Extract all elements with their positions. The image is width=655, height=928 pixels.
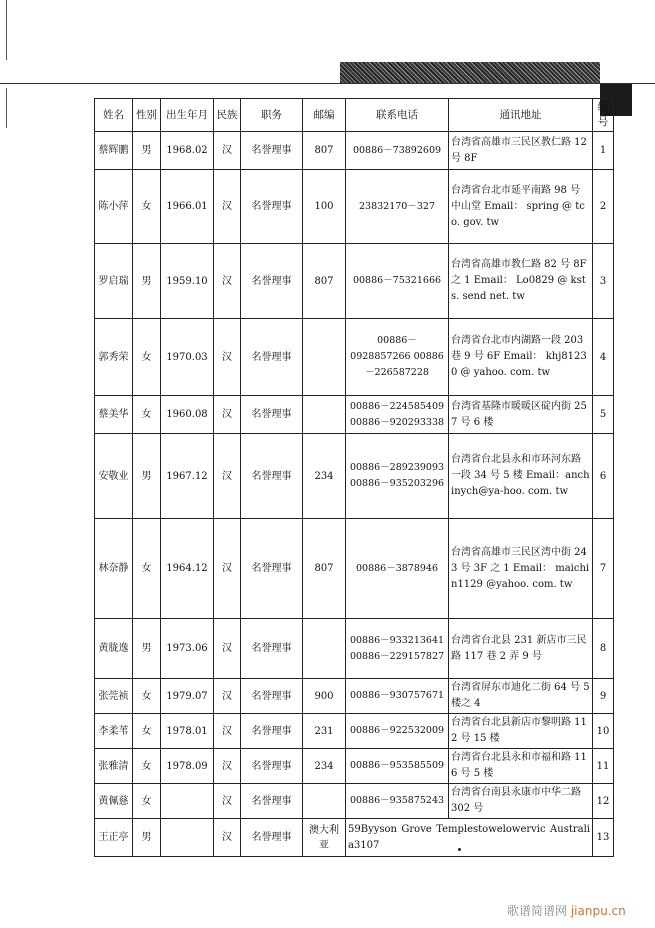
- cell-address: 台湾省台南县永康市中华二路 302 号: [449, 784, 593, 819]
- cell-phone: 00886－930757671: [346, 679, 449, 714]
- cell-zip: [303, 319, 346, 396]
- table-row: [95, 679, 614, 714]
- cell-position: 名誉理事: [241, 714, 303, 749]
- cell-ethnicity: 汉: [214, 434, 241, 519]
- cell-ethnicity: 汉: [214, 244, 241, 319]
- stray-mark: [458, 848, 461, 851]
- cell-position: 名誉理事: [241, 396, 303, 434]
- cell-birth: 1960.08: [161, 396, 214, 434]
- cell-phone: 00886－953585509: [346, 749, 449, 784]
- cell-address: 台湾省屏东市迪化二街 64 号 5 楼之 4: [449, 679, 593, 714]
- cell-name: 蔡美华: [95, 396, 133, 434]
- cell-address: 台湾省高雄市教仁路 82 号 8F 之 1 Email： Lo0829 @ ksts. send net. tw: [449, 244, 593, 319]
- cell-address: 59Byyson Grove Templestowelowervic Australia3107: [346, 819, 593, 857]
- cell-birth: 1964.12: [161, 519, 214, 619]
- cell-name: 林奈静: [95, 519, 133, 619]
- cell-birth: 1959.10: [161, 244, 214, 319]
- header-row: [95, 99, 614, 132]
- cell-address: 台湾省高雄市三民区湾中街 243 号 3F 之 1 Email： maichin1129 @yahoo. com. tw: [449, 519, 593, 619]
- cell-birth: 1978.09: [161, 749, 214, 784]
- table-row: [95, 170, 614, 244]
- watermark: [507, 902, 626, 919]
- table-row: [95, 819, 614, 857]
- cell-zip: 234: [303, 749, 346, 784]
- cell-ethnicity: 汉: [214, 319, 241, 396]
- cell-birth: [161, 784, 214, 819]
- col-position: 职务: [241, 99, 303, 132]
- cell-phone: 00886－922532009: [346, 714, 449, 749]
- cell-ethnicity: 汉: [214, 819, 241, 857]
- cell-birth: [161, 819, 214, 857]
- table-row: [95, 749, 614, 784]
- cell-sex: 男: [133, 619, 161, 679]
- table-row: [95, 519, 614, 619]
- cell-position: 名誉理事: [241, 319, 303, 396]
- col-zip: 邮编: [303, 99, 346, 132]
- cell-position: 名誉理事: [241, 434, 303, 519]
- member-table: [94, 98, 614, 857]
- cell-address: 台湾省台北县永和市环河东路一段 34 号 5 楼 Email：anchinych@ya-hoo. com. tw: [449, 434, 593, 519]
- cell-number: 10: [593, 714, 614, 749]
- cell-number: 7: [593, 519, 614, 619]
- cell-ethnicity: 汉: [214, 784, 241, 819]
- cell-sex: 男: [133, 244, 161, 319]
- cell-number: 11: [593, 749, 614, 784]
- table-row: [95, 434, 614, 519]
- table-row: [95, 132, 614, 170]
- cell-phone: 00886－3878946: [346, 519, 449, 619]
- cell-name: 罗启瑞: [95, 244, 133, 319]
- cell-ethnicity: 汉: [214, 714, 241, 749]
- cell-ethnicity: 汉: [214, 132, 241, 170]
- cell-zip: 澳大利亚: [303, 819, 346, 857]
- table-row: [95, 784, 614, 819]
- cell-sex: 男: [133, 434, 161, 519]
- cell-phone: 23832170－327: [346, 170, 449, 244]
- cell-zip: 234: [303, 434, 346, 519]
- cell-name: 张雅清: [95, 749, 133, 784]
- cell-address: 台湾省高雄市三民区教仁路 12 号 8F: [449, 132, 593, 170]
- cell-sex: 女: [133, 170, 161, 244]
- cell-sex: 男: [133, 819, 161, 857]
- cell-sex: 女: [133, 319, 161, 396]
- cell-phone: 00886－933213641 00886－229157827: [346, 619, 449, 679]
- col-name: 姓名: [95, 99, 133, 132]
- cell-zip: [303, 396, 346, 434]
- cell-name: 蔡辉鹏: [95, 132, 133, 170]
- cell-sex: 男: [133, 132, 161, 170]
- table-row: [95, 396, 614, 434]
- cell-zip: 231: [303, 714, 346, 749]
- cell-sex: 女: [133, 749, 161, 784]
- cell-birth: 1973.06: [161, 619, 214, 679]
- table-row: [95, 244, 614, 319]
- cell-name: 王正亭: [95, 819, 133, 857]
- cell-ethnicity: 汉: [214, 396, 241, 434]
- cell-name: 陈小萍: [95, 170, 133, 244]
- col-phone: 联系电话: [346, 99, 449, 132]
- col-address: 通讯地址: [449, 99, 593, 132]
- cell-position: 名誉理事: [241, 749, 303, 784]
- cell-position: 名誉理事: [241, 619, 303, 679]
- watermark-url: jianpu.cn: [570, 904, 626, 918]
- cell-address: 台湾省台北县永和市福和路 116 号 5 楼: [449, 749, 593, 784]
- cell-name: 张莞祯: [95, 679, 133, 714]
- cell-address: 台湾省台北市延平南路 98 号中山堂 Email： spring @ tco. gov. tw: [449, 170, 593, 244]
- cell-sex: 女: [133, 679, 161, 714]
- cell-sex: 女: [133, 714, 161, 749]
- cell-number: 6: [593, 434, 614, 519]
- cell-address: 台湾省台北县 231 新店市三民路 117 巷 2 弄 9 号: [449, 619, 593, 679]
- cell-sex: 女: [133, 519, 161, 619]
- cell-number: 5: [593, 396, 614, 434]
- header-rule: [0, 83, 655, 84]
- cell-number: 12: [593, 784, 614, 819]
- cell-ethnicity: 汉: [214, 619, 241, 679]
- margin-line-bottom: [6, 88, 7, 128]
- cell-name: 黄佩慈: [95, 784, 133, 819]
- cell-address: 台湾省台北县新店市黎明路 112 号 15 楼: [449, 714, 593, 749]
- cell-number: 8: [593, 619, 614, 679]
- cell-zip: 807: [303, 519, 346, 619]
- col-number: 编号: [593, 99, 614, 132]
- cell-ethnicity: 汉: [214, 749, 241, 784]
- cell-zip: 900: [303, 679, 346, 714]
- decorative-band: [340, 62, 600, 83]
- cell-name: 郭秀荣: [95, 319, 133, 396]
- table-row: [95, 619, 614, 679]
- cell-phone: 00886－224585409 00886－920293338: [346, 396, 449, 434]
- cell-phone: 00886－935875243: [346, 784, 449, 819]
- cell-number: 3: [593, 244, 614, 319]
- cell-name: 黄胧逸: [95, 619, 133, 679]
- cell-position: 名誉理事: [241, 784, 303, 819]
- cell-number: 9: [593, 679, 614, 714]
- cell-position: 名誉理事: [241, 819, 303, 857]
- table-row: [95, 319, 614, 396]
- col-birth: 出生年月: [161, 99, 214, 132]
- cell-sex: 女: [133, 396, 161, 434]
- cell-zip: [303, 784, 346, 819]
- cell-phone: 00886－289239093 00886－935203296: [346, 434, 449, 519]
- cell-zip: [303, 619, 346, 679]
- cell-birth: 1967.12: [161, 434, 214, 519]
- cell-sex: 女: [133, 784, 161, 819]
- table-row: [95, 714, 614, 749]
- cell-ethnicity: 汉: [214, 679, 241, 714]
- cell-phone: 00886－0928857266 00886－226587228: [346, 319, 449, 396]
- watermark-cn: 歌谱简谱网: [507, 904, 568, 918]
- cell-zip: 807: [303, 132, 346, 170]
- cell-address: 台湾省基隆市暖暖区碇内街 257 号 6 楼: [449, 396, 593, 434]
- cell-birth: 1966.01: [161, 170, 214, 244]
- cell-phone: 00886－75321666: [346, 244, 449, 319]
- cell-zip: 807: [303, 244, 346, 319]
- col-sex: 性别: [133, 99, 161, 132]
- cell-position: 名誉理事: [241, 244, 303, 319]
- cell-number: 2: [593, 170, 614, 244]
- cell-position: 名誉理事: [241, 170, 303, 244]
- cell-phone: 00886－73892609: [346, 132, 449, 170]
- cell-birth: 1979.07: [161, 679, 214, 714]
- cell-name: 李柔苇: [95, 714, 133, 749]
- cell-birth: 1978.01: [161, 714, 214, 749]
- margin-line-top: [6, 0, 7, 60]
- cell-position: 名誉理事: [241, 519, 303, 619]
- col-ethnicity: 民族: [214, 99, 241, 132]
- cell-ethnicity: 汉: [214, 519, 241, 619]
- cell-birth: 1970.03: [161, 319, 214, 396]
- cell-position: 名誉理事: [241, 679, 303, 714]
- cell-zip: 100: [303, 170, 346, 244]
- cell-number: 4: [593, 319, 614, 396]
- cell-number: 1: [593, 132, 614, 170]
- cell-birth: 1968.02: [161, 132, 214, 170]
- cell-name: 安敬业: [95, 434, 133, 519]
- cell-ethnicity: 汉: [214, 170, 241, 244]
- cell-number: 13: [593, 819, 614, 857]
- cell-address: 台湾省台北市内湖路一段 203 巷 9 号 6F Email： khj81230 @ yahoo. com. tw: [449, 319, 593, 396]
- cell-position: 名誉理事: [241, 132, 303, 170]
